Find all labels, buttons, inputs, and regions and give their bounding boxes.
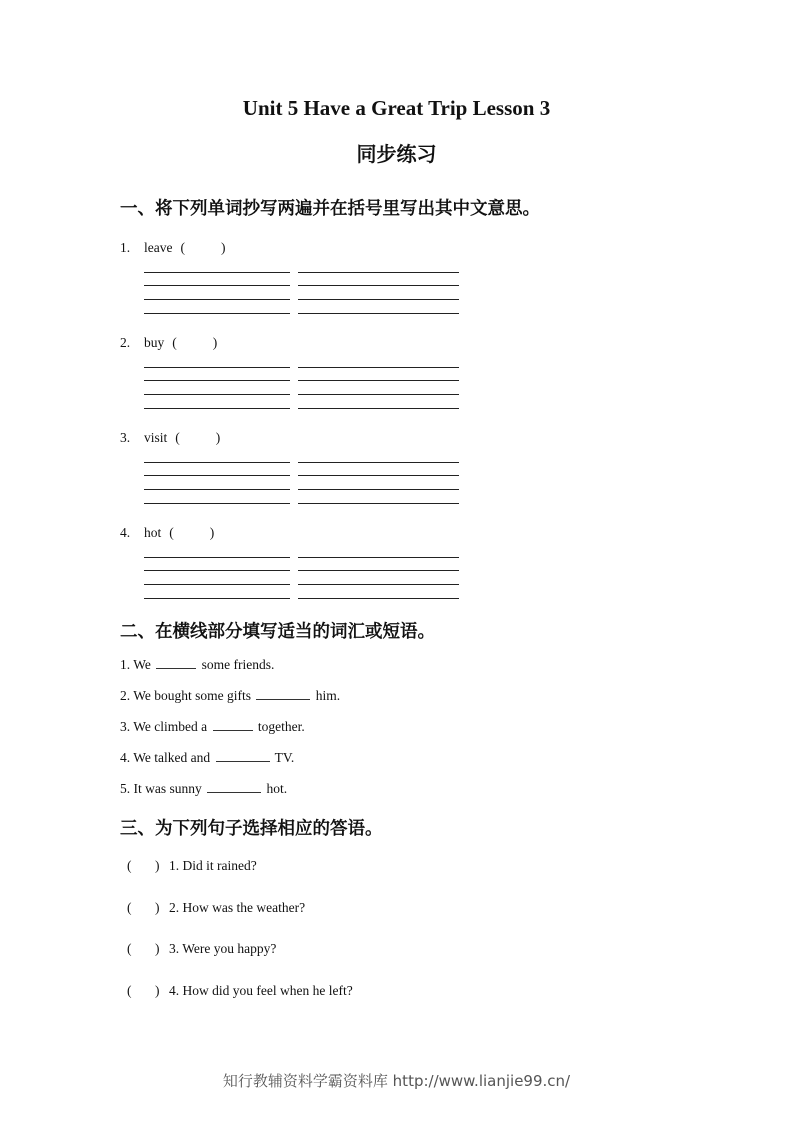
vocab-item-1: [120, 240, 480, 330]
answer-paren-open[interactable]: (: [127, 941, 132, 956]
answer-paren-open[interactable]: (: [127, 858, 132, 873]
vocab-label: [120, 525, 214, 541]
answer-paren-open[interactable]: (: [127, 900, 132, 915]
answer-blank[interactable]: [216, 749, 270, 762]
choice-question-1: [127, 858, 257, 874]
fill-sentence-3: [120, 718, 305, 735]
writing-lines-left[interactable]: [144, 557, 290, 599]
vocab-word: buy: [144, 335, 165, 350]
choice-question-3: [127, 941, 276, 957]
writing-lines-right[interactable]: [298, 557, 459, 599]
page-subtitle: 同步练习: [356, 142, 437, 166]
section-3-heading: 三、为下列句子选择相应的答语。: [120, 819, 383, 839]
answer-paren-close: ): [155, 858, 160, 873]
sentence-start: 3. We climbed a: [120, 719, 208, 734]
answer-blank[interactable]: [256, 687, 310, 700]
sentence-start: 2. We bought some gifts: [120, 688, 252, 703]
item-number: 3.: [120, 430, 131, 445]
vocab-label: [120, 430, 220, 446]
vocab-label: [120, 335, 217, 351]
paren-open: (: [169, 525, 174, 540]
answer-blank[interactable]: [156, 656, 196, 669]
sentence-end: him.: [315, 688, 341, 703]
paren-close: ): [220, 240, 226, 255]
fill-sentence-2: [120, 687, 340, 704]
vocab-item-4: [120, 525, 480, 615]
sentence-end: hot.: [266, 781, 288, 796]
fill-sentence-5: [120, 780, 287, 797]
section-2-heading: 二、在横线部分填写适当的词汇或短语。: [120, 622, 435, 642]
sentence-start: 4. We talked and: [120, 750, 211, 765]
sentence-start: 1. We: [120, 657, 151, 672]
vocab-label: [120, 240, 225, 256]
item-number: 4.: [120, 525, 131, 540]
vocab-item-3: [120, 430, 480, 520]
paren-open: (: [180, 240, 185, 255]
writing-lines-left[interactable]: [144, 462, 290, 504]
vocab-item-2: [120, 335, 480, 425]
question-text: 4. How did you feel when he left?: [169, 983, 353, 998]
answer-paren-close: ): [155, 900, 160, 915]
writing-lines-right[interactable]: [298, 272, 459, 314]
paren-close: ): [209, 525, 215, 540]
writing-lines-left[interactable]: [144, 367, 290, 409]
writing-lines-right[interactable]: [298, 462, 459, 504]
writing-lines-right[interactable]: [298, 367, 459, 409]
sentence-start: 5. It was sunny: [120, 781, 202, 796]
writing-lines-left[interactable]: [144, 272, 290, 314]
question-text: 3. Were you happy?: [169, 941, 277, 956]
page-title: Unit 5 Have a Great Trip Lesson 3: [242, 96, 551, 120]
item-number: 2.: [120, 335, 131, 350]
sentence-end: TV.: [274, 750, 295, 765]
answer-blank[interactable]: [213, 718, 253, 731]
paren-open: (: [172, 335, 177, 350]
fill-sentence-1: [120, 656, 274, 673]
paren-close: ): [212, 335, 218, 350]
answer-paren-open[interactable]: (: [127, 983, 132, 998]
choice-question-4: [127, 983, 353, 999]
fill-sentence-4: [120, 749, 294, 766]
paren-open: (: [175, 430, 180, 445]
answer-paren-close: ): [155, 941, 160, 956]
vocab-word: hot: [144, 525, 162, 540]
question-text: 1. Did it rained?: [169, 858, 257, 873]
choice-question-2: [127, 900, 305, 916]
footer-watermark: 知行教辅资料学霸资料库 http://www.lianjie99.cn/: [222, 1072, 571, 1090]
answer-paren-close: ): [155, 983, 160, 998]
vocab-word: leave: [144, 240, 173, 255]
vocab-word: visit: [144, 430, 168, 445]
paren-close: ): [215, 430, 221, 445]
question-text: 2. How was the weather?: [169, 900, 306, 915]
sentence-end: together.: [257, 719, 305, 734]
sentence-end: some friends.: [201, 657, 275, 672]
item-number: 1.: [120, 240, 131, 255]
section-1-heading: 一、将下列单词抄写两遍并在括号里写出其中文意思。: [120, 199, 540, 219]
answer-blank[interactable]: [207, 780, 261, 793]
